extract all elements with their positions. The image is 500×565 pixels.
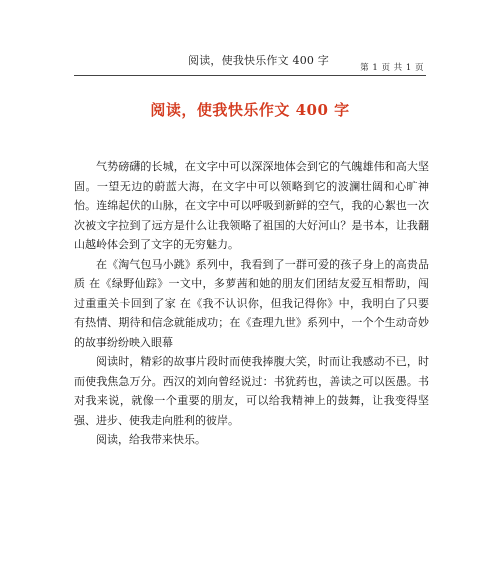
article-body bbox=[74, 157, 429, 450]
page-number: 第 1 页 共 1 页 bbox=[360, 63, 424, 73]
paragraph: 阅读，给我带来快乐。 bbox=[96, 433, 206, 446]
paragraph: 阅读时，精彩的故事片段时而使我捧腹大笑，时而让我感动不已，时而使我焦急万分。西汉的刘向曾经说过：书犹药也，善读之可以医愚。书对我来说，就像一个重要的朋友，可以给我精神上的鼓舞，让我变得坚强、进步、使我走向胜利的彼岸。 bbox=[74, 355, 429, 427]
header-title: 阅读，使我快乐作文 400 字 bbox=[188, 54, 329, 67]
header-divider bbox=[74, 75, 426, 76]
paragraph: 气势磅礴的长城，在文字中可以深深地体会到它的气魄雄伟和高大坚固。一望无边的蔚蓝大海，在文字中可以领略到它的波澜壮阔和心旷神怡。连绵起伏的山脉，在文字中可以呼吸到新鲜的空气，我的心絮也一次次被文字拉到了远方是什么让我领略了祖国的大好河山？是书本，让我翻山越岭体会到了文字的无穷魅力。 bbox=[74, 160, 429, 251]
paragraph: 在《淘气包马小跳》系列中，我看到了一群可爱的孩子身上的高贵品质 在《绿野仙踪》一文中，多萝茜和她的朋友们团结友爱互相帮助，闯过重重关卡回到了家 在《我不认识你，但我记得你》中，我明白了只要有热情、期待和信念就能成功；在《查理九世》系列中，一个个生动奇妙的故事纷纷映入眼幕 bbox=[74, 257, 429, 349]
article-title: 阅读，使我快乐作文 400 字 bbox=[150, 101, 350, 119]
